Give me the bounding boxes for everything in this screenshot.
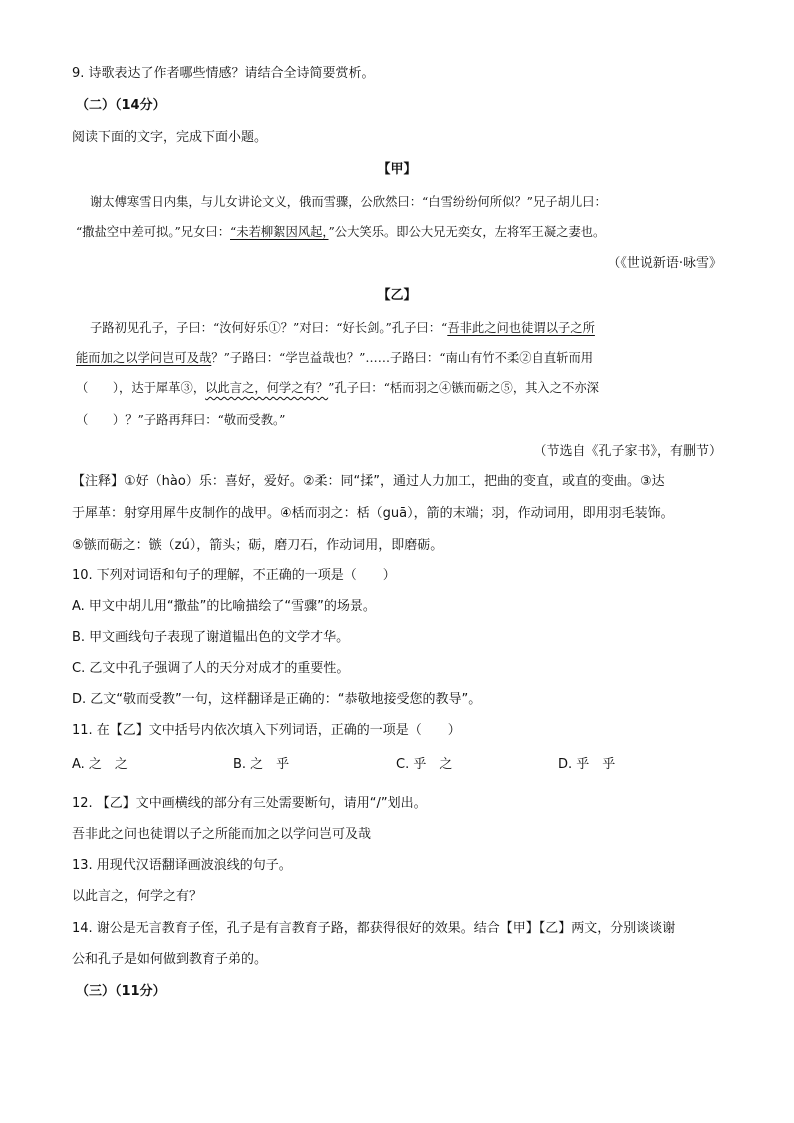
question-13-text: 以此言之，何学之有？ (72, 889, 203, 904)
passage-yi-text: ？”子路曰：“学岂益哉也？”……子路曰：“南山有竹不柔②自直斩而用 (211, 351, 594, 365)
passage-jia-text: “撒盐空中差可拟。”兄女曰： (76, 225, 230, 239)
wavy-sentence-yi: 以此言之，何学之有？ (205, 381, 329, 395)
passage-yi-text: 子路初见孔子，子曰：“汝何好乐①？”对曰：“好长剑。”孔子曰：“ (90, 321, 448, 335)
passage-yi-line-2 (76, 348, 722, 368)
question-14-line-2: 公和孔子是如何做到教育子弟的。 (72, 952, 268, 967)
section-3-heading: （三）（11分） (76, 984, 166, 999)
question-10-option-b: B. 甲文画线句子表现了谢道韫出色的文学才华。 (72, 630, 350, 645)
underlined-sentence-jia: “未若柳絮因风起， (230, 225, 329, 239)
question-10-stem: 10. 下列对词语和句子的理解，不正确的一项是（ ） (72, 568, 396, 583)
annotation-line-2: 于犀革：射穿用犀牛皮制作的战甲。④栝而羽之：栝（guā），箭的末端；羽，作动词用，即用羽毛装饰。 (72, 506, 674, 521)
question-11-stem: 11. 在【乙】文中括号内依次填入下列词语，正确的一项是（ ） (72, 723, 461, 738)
question-12-stem: 12. 【乙】文中画横线的部分有三处需要断句，请用“/”划出。 (72, 796, 427, 811)
passage-yi-line-4: （ ）？”子路再拜曰：“敬而受教。” (76, 413, 286, 427)
question-11-option-b: B. 之 乎 (233, 757, 290, 772)
passage-jia-line-1: 谢太傅寒雪日内集，与儿女讲论文义，俄而雪骤，公欣然曰：“白雪纷纷何所似？”兄子胡儿曰： (90, 195, 607, 209)
question-11-option-c: C. 乎 之 (396, 757, 453, 772)
underlined-sentence-yi: 吾非此之问也徒谓以子之所 (447, 321, 595, 335)
passage-jia-heading: 【甲】 (377, 162, 417, 177)
passage-jia-text: ”公大笑乐。即公大兄无奕女，左将军王凝之妻也。 (328, 225, 606, 239)
question-11-option-a: A. 之 之 (72, 757, 128, 772)
passage-yi-text: ”孔子曰：“栝而羽之④镞而砺之⑤，其入之不亦深 (328, 381, 599, 395)
question-11-option-d: D. 乎 乎 (558, 757, 616, 772)
question-10-option-c: C. 乙文中孔子强调了人的天分对成才的重要性。 (72, 661, 350, 676)
question-9: 9. 诗歌表达了作者哪些情感？请结合全诗简要赏析。 (72, 66, 375, 81)
question-14-line-1: 14. 谢公是无言教育子侄，孔子是有言教育子路，都获得很好的效果。结合【甲】【乙】两文，分别谈谈谢 (72, 921, 676, 936)
passage-jia-line-2 (76, 222, 722, 242)
annotation-line-3: ⑤镞而砺之：镞（zú），箭头；砺，磨刀石，作动词用，即磨砺。 (72, 538, 444, 553)
passage-yi-heading: 【乙】 (377, 288, 417, 303)
passage-yi-line-1 (90, 318, 722, 338)
question-10-option-a: A. 甲文中胡儿用“撒盐”的比喻描绘了“雪骤”的场景。 (72, 599, 376, 614)
annotation-line-1: 【注释】①好（hào）乐：喜好，爱好。②柔：同“揉”，通过人力加工，把曲的变直，或直的变曲。③达 (72, 474, 665, 489)
section-2-heading: （二）（14分） (76, 98, 166, 113)
passage-yi-line-3 (76, 378, 722, 398)
passage-yi-source: （节选自《孔子家书》，有删节） (533, 444, 722, 459)
passage-yi-text: （ ），达于犀革③， (76, 381, 206, 395)
reading-instruction: 阅读下面的文字，完成下面小题。 (72, 130, 268, 145)
question-13-stem: 13. 用现代汉语翻译画波浪线的句子。 (72, 858, 292, 873)
question-12-text: 吾非此之问也徒谓以子之所能而加之以学问岂可及哉 (72, 827, 372, 842)
underlined-sentence-yi: 能而加之以学问岂可及哉 (76, 351, 212, 365)
question-10-option-d: D. 乙文“敬而受教”一句，这样翻译是正确的：“恭敬地接受您的教导”。 (72, 692, 482, 707)
passage-jia-source: （《世说新语·咏雪》 (607, 256, 722, 271)
